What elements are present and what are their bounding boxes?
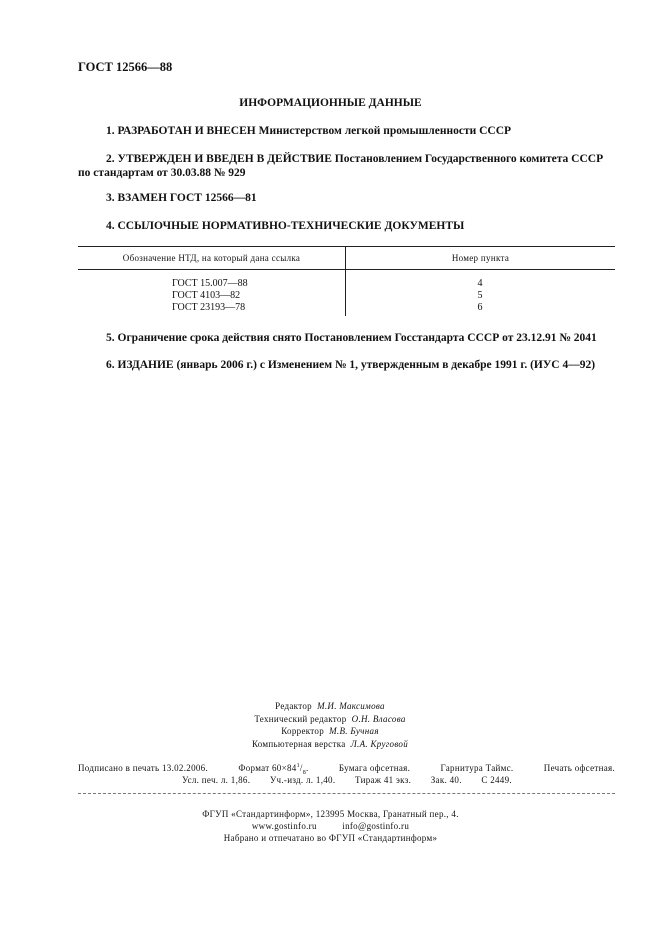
item-text: Министерством легкой промышленности СССР — [258, 125, 512, 137]
separator-line — [78, 793, 615, 794]
pub-order: Зак. 40. — [430, 775, 462, 785]
table-header-ntd: Обозначение НТД, на который дана ссылка — [122, 253, 301, 263]
pub-paper: Бумага офсетная. — [338, 763, 411, 773]
footer-website: www.gostinfo.ru — [251, 821, 317, 831]
credit-line-corrector — [200, 725, 460, 738]
pub-format-sup: 1 — [296, 763, 300, 769]
credit-role: Компьютерная верстка — [251, 738, 346, 749]
item-number: 5. — [106, 332, 115, 344]
table-cell-doc-1: ГОСТ 15.007—88 — [172, 278, 248, 289]
credit-name: М.В. Бучная — [329, 726, 379, 736]
item-bold-text: ССЫЛОЧНЫЕ НОРМАТИВНО-ТЕХНИЧЕСКИЕ ДОКУМЕНТЫ — [117, 220, 465, 232]
item-bold-text: Ограничение срока действия снято Постановлением Госстандарта СССР от 23.12.91 № 2041 — [117, 332, 597, 344]
credit-name: М.И. Максимова — [317, 701, 385, 711]
credit-name: О.Н. Власова — [351, 713, 406, 724]
item-bold-text: ВЗАМЕН ГОСТ 12566—81 — [117, 192, 257, 204]
pub-signed: Подписано в печать 13.02.2006. — [78, 763, 209, 773]
table-cell-point-3: 6 — [477, 302, 483, 313]
table-cell-point-1: 4 — [477, 278, 483, 289]
item-bold-text: РАЗРАБОТАН И ВНЕСЕН — [117, 125, 256, 137]
pub-print: Печать офсетная. — [543, 763, 615, 773]
document-code: ГОСТ 12566—88 — [78, 60, 173, 74]
info-item-4 — [78, 219, 618, 233]
pub-code: С 2449. — [481, 775, 512, 785]
item-number: 3. — [106, 192, 115, 204]
item-number: 6. — [106, 359, 115, 371]
publishing-line-2 — [182, 775, 512, 785]
footer-address: ФГУП «Стандартинформ», 123995 Москва, Гранатный пер., 4. — [202, 809, 459, 819]
footer-printed-by: Набрано и отпечатано во ФГУП «Стандартинформ» — [223, 833, 438, 843]
credit-role: Редактор — [275, 701, 312, 711]
table-cell-doc-2: ГОСТ 4103—82 — [172, 290, 241, 301]
footer-contacts — [0, 820, 661, 832]
item-number: 4. — [106, 220, 115, 232]
table-cell-point-2: 5 — [477, 290, 483, 301]
pub-print-sheets: Усл. печ. л. 1,86. — [182, 775, 251, 785]
item-bold-text: ИЗДАНИЕ (январь 2006 г.) с Изменением № 1, утвержденным в декабре 1991 г. (ИУС 4—92) — [117, 359, 596, 371]
info-item-5 — [78, 331, 618, 345]
pub-format: Формат $60\times 84^1/_8$. — [238, 763, 309, 776]
info-item-6 — [78, 358, 618, 372]
footer-email: info@gostinfo.ru — [342, 821, 410, 831]
pub-edit-sheets: Уч.-изд. л. 1,40. — [269, 775, 336, 785]
item-number: 2. — [106, 153, 115, 165]
item-text: Постановлением Государственного комитета СССР по стандартам от 30.03.88 № 929 — [78, 153, 604, 179]
table-top-rule — [78, 246, 615, 247]
credit-line-layout — [200, 738, 460, 751]
section-title: ИНФОРМАЦИОННЫЕ ДАННЫЕ — [239, 97, 422, 109]
info-item-2 — [78, 152, 618, 180]
credit-name: Л.А. Круговой — [350, 738, 409, 749]
table-cell-doc-3: ГОСТ 23193—78 — [172, 302, 246, 313]
info-item-1 — [78, 124, 618, 138]
item-number: 1. — [106, 125, 115, 137]
credit-role: Корректор — [281, 726, 325, 736]
pub-copies: Тираж 41 экз. — [355, 775, 412, 785]
credits-block — [200, 700, 460, 750]
publishing-line-1 — [78, 763, 615, 776]
info-item-3 — [78, 191, 618, 205]
credit-role: Технический редактор — [254, 713, 347, 724]
item-bold-text: УТВЕРЖДЕН И ВВЕДЕН В ДЕЙСТВИЕ — [117, 153, 332, 165]
credit-line-tech-editor — [200, 713, 460, 726]
table-header-rule — [78, 269, 615, 270]
credit-line-editor — [200, 700, 460, 713]
pub-format-sub: 8 — [302, 769, 307, 776]
pub-font: Гарнитура Таймс. — [440, 763, 514, 773]
table-header-point: Номер пункта — [451, 253, 510, 263]
